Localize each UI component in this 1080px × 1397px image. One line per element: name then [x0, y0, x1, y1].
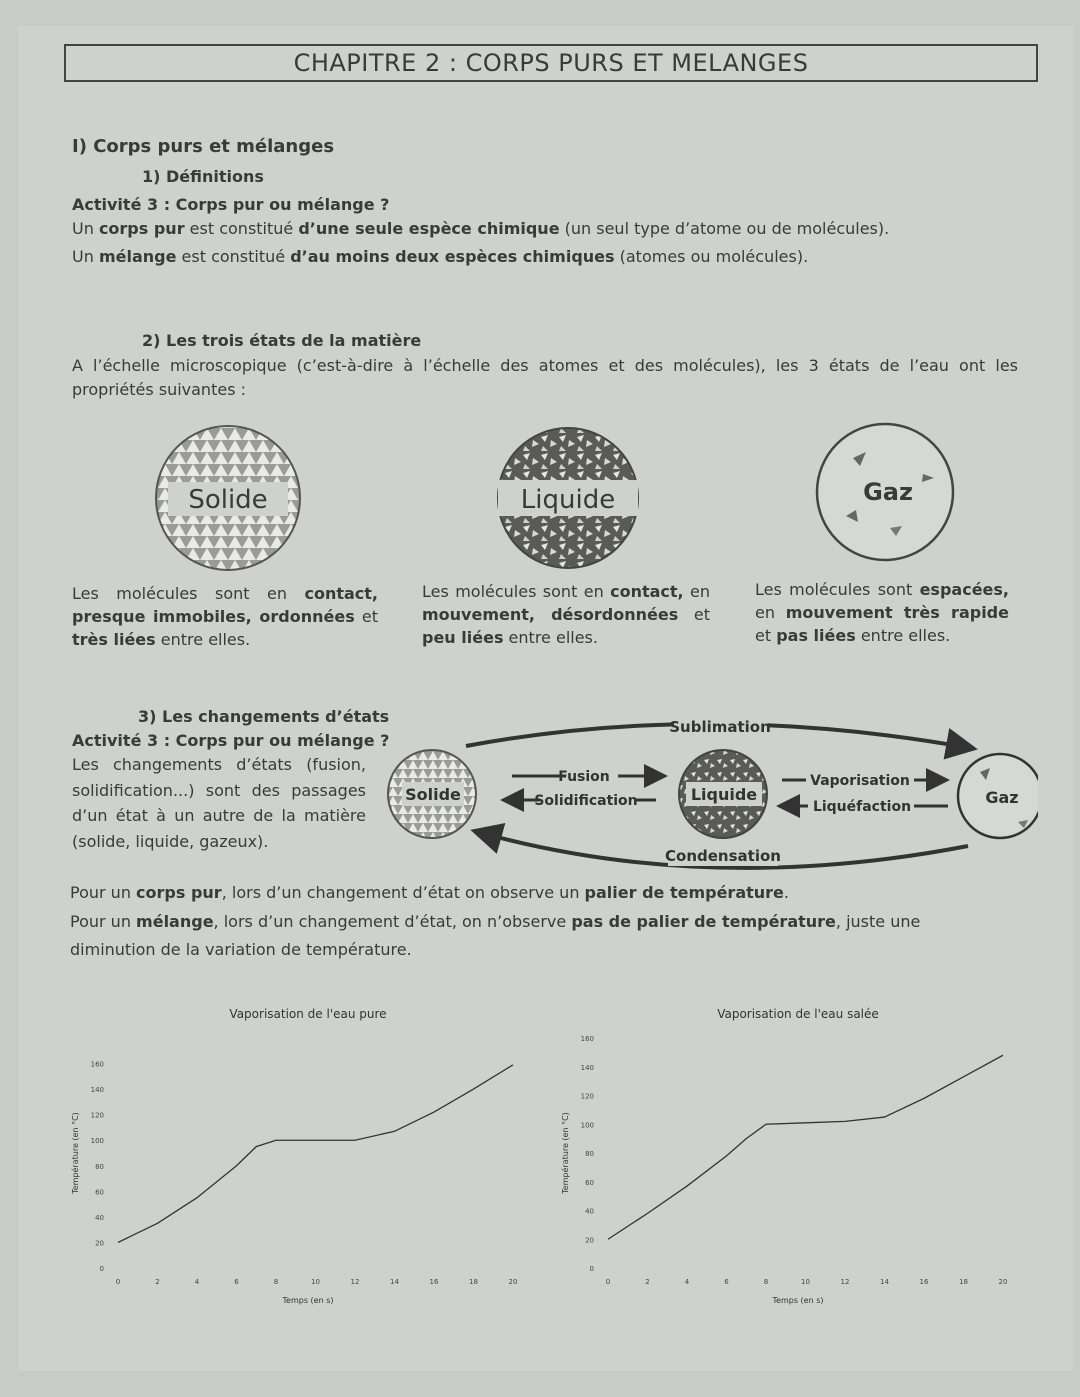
section1-heading: I) Corps purs et mélanges [72, 136, 335, 157]
x-tick-label: 10 [311, 1278, 320, 1286]
y-axis-label: Température (en °C) [71, 1112, 80, 1194]
y-tick-label: 20 [95, 1239, 104, 1248]
section3-text: Les changements d’états (fusion, solidification...) sont des passages d’un état à un autre de la matière (solide, liquide, gazeux). [72, 755, 366, 851]
y-tick-label: 140 [90, 1086, 104, 1095]
y-tick-label: 40 [95, 1213, 104, 1222]
x-tick-label: 12 [350, 1278, 360, 1286]
states-illustration [18, 416, 1073, 576]
state-change-diagram [378, 706, 1038, 876]
condensation-label: Condensation [665, 847, 781, 865]
x-tick-label: 4 [684, 1278, 690, 1286]
y-tick-label: 80 [585, 1150, 594, 1158]
solidification-label: Solidification [534, 793, 638, 809]
x-tick-label: 4 [194, 1278, 200, 1286]
section3-sub-changes: 3) Les changements d’états [138, 707, 390, 726]
x-tick-label: 0 [605, 1278, 611, 1286]
x-axis-label: Temps (en s) [772, 1296, 824, 1305]
chart-eau-pure [58, 998, 528, 1308]
sublimation-label: Sublimation [669, 718, 771, 736]
x-tick-label: 10 [801, 1278, 810, 1286]
y-tick-label: 140 [580, 1063, 594, 1072]
x-tick-label: 20 [508, 1278, 518, 1286]
liquefaction-label: Liquéfaction [812, 799, 912, 815]
liquide-particle-circle [498, 428, 638, 568]
y-tick-label: 80 [95, 1162, 104, 1171]
chart-title: Vaporisation de l'eau pure [229, 1007, 387, 1021]
x-tick-label: 8 [273, 1278, 279, 1286]
section2-intro: A l’échelle microscopique (c’est-à-dire à l’échelle des atomes et des molécules), les 3 états de l’eau ont les propriétés suivantes : [72, 356, 1018, 399]
x-tick-label: 20 [998, 1278, 1008, 1286]
y-tick-label: 60 [585, 1178, 594, 1187]
x-tick-label: 6 [234, 1278, 239, 1286]
chapter-title: CHAPITRE 2 : CORPS PURS ET MELANGES [64, 44, 1038, 82]
y-tick-label: 100 [580, 1121, 594, 1130]
section1-activity: Activité 3 : Corps pur ou mélange ? [72, 195, 390, 214]
liquide-label: Liquide [520, 485, 616, 515]
x-tick-label: 6 [724, 1278, 729, 1286]
x-tick-label: 2 [645, 1278, 650, 1286]
x-tick-label: 18 [469, 1278, 478, 1286]
y-tick-label: 0 [589, 1265, 594, 1273]
x-axis-label: Temps (en s) [282, 1296, 334, 1305]
x-tick-label: 2 [155, 1278, 160, 1286]
y-tick-label: 160 [90, 1060, 104, 1069]
y-tick-label: 100 [90, 1137, 104, 1146]
chart-eau-salee [548, 998, 1018, 1308]
definition-melange: Un mélange est constitué d’au moins deux espèces chimiques (atomes ou molécules). [72, 247, 809, 266]
y-tick-label: 160 [580, 1035, 594, 1043]
diagram-solide-label: Solide [405, 785, 461, 804]
document-page [18, 26, 1073, 1371]
y-tick-label: 40 [585, 1207, 594, 1216]
y-tick-label: 20 [585, 1236, 594, 1245]
diagram-gaz-label: Gaz [985, 788, 1019, 807]
liquide-description: Les molécules sont en contact, en mouvement, désordonnées et peu liées entre elles. [422, 582, 710, 647]
solide-description: Les molécules sont en contact, presque immobiles, ordonnées et très liées entre elles. [72, 584, 379, 649]
x-tick-label: 16 [919, 1278, 929, 1286]
temperature-series-line [608, 1055, 1003, 1239]
x-tick-label: 18 [959, 1278, 968, 1286]
chart-title: Vaporisation de l'eau salée [717, 1007, 879, 1021]
x-tick-label: 14 [390, 1278, 399, 1286]
solide-particle-circle [156, 426, 300, 570]
palier-corps-pur: Pour un corps pur, lors d’un changement d’état on observe un palier de température. [70, 883, 789, 902]
x-tick-label: 8 [763, 1278, 769, 1286]
x-tick-label: 16 [429, 1278, 439, 1286]
definition-corps-pur: Un corps pur est constitué d’une seule espèce chimique (un seul type d’atome ou de molécules). [72, 219, 890, 238]
y-tick-label: 120 [90, 1111, 104, 1120]
y-tick-label: 60 [95, 1188, 104, 1197]
section2-sub-states: 2) Les trois états de la matière [142, 331, 422, 350]
y-tick-label: 120 [580, 1092, 594, 1101]
section3-activity: Activité 3 : Corps pur ou mélange ? [72, 731, 390, 750]
gaz-label: Gaz [863, 478, 913, 506]
palier-melange: Pour un mélange, lors d’un changement d’état, on n’observe pas de palier de température, juste une diminution de la variation de température. [70, 912, 921, 959]
x-tick-label: 14 [880, 1278, 889, 1286]
vaporisation-label: Vaporisation [810, 773, 910, 789]
gaz-particle-circle [817, 424, 953, 560]
temperature-series-line [118, 1065, 513, 1243]
x-tick-label: 0 [115, 1278, 121, 1286]
gaz-description: Les molécules sont espacées, en mouvement très rapide et pas liées entre elles. [755, 580, 1009, 645]
section1-sub-definitions: 1) Définitions [142, 167, 264, 186]
y-axis-label: Température (en °C) [561, 1112, 570, 1194]
diagram-liquide-label: Liquide [690, 785, 758, 804]
y-tick-label: 0 [99, 1265, 104, 1273]
x-tick-label: 12 [840, 1278, 850, 1286]
solide-label: Solide [188, 485, 268, 515]
fusion-label: Fusion [558, 769, 610, 785]
